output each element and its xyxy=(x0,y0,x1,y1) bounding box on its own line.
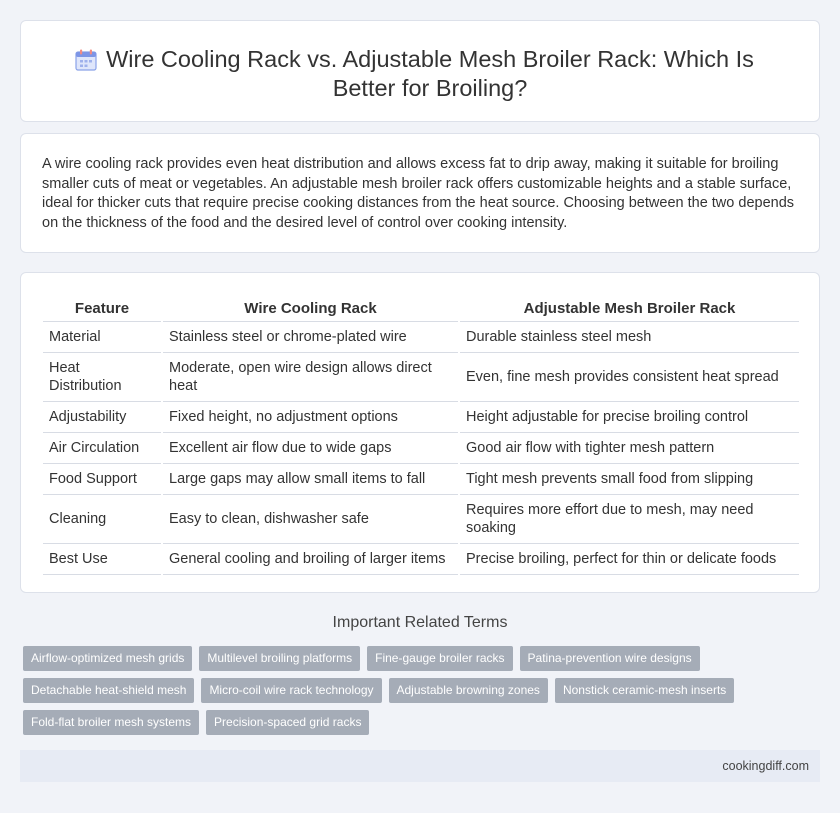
related-term-tag[interactable]: Airflow-optimized mesh grids xyxy=(23,646,192,671)
related-term-tag[interactable]: Adjustable browning zones xyxy=(389,678,548,703)
feature-cell: Cleaning xyxy=(43,494,162,543)
wire-rack-cell: Moderate, open wire design allows direct heat xyxy=(162,352,459,401)
column-header-mesh-broiler-rack: Adjustable Mesh Broiler Rack xyxy=(459,295,799,321)
mesh-rack-cell: Good air flow with tighter mesh pattern xyxy=(459,432,799,463)
table-row xyxy=(43,352,799,401)
mesh-rack-cell: Even, fine mesh provides consistent heat spread xyxy=(459,352,799,401)
wire-rack-cell: Large gaps may allow small items to fall xyxy=(162,463,459,494)
mesh-rack-cell: Requires more effort due to mesh, may need soaking xyxy=(459,494,799,543)
mesh-rack-cell: Tight mesh prevents small food from slipping xyxy=(459,463,799,494)
table-header-row xyxy=(43,295,799,321)
mesh-rack-cell: Height adjustable for precise broiling control xyxy=(459,401,799,432)
table-row xyxy=(43,543,799,574)
related-term-tag[interactable]: Precision-spaced grid racks xyxy=(206,710,369,735)
related-term-tag[interactable]: Nonstick ceramic-mesh inserts xyxy=(555,678,734,703)
feature-cell: Heat Distribution xyxy=(43,352,162,401)
mesh-rack-cell: Durable stainless steel mesh xyxy=(459,321,799,352)
related-term-tag[interactable]: Patina-prevention wire designs xyxy=(520,646,700,671)
column-header-feature: Feature xyxy=(43,295,162,321)
mesh-rack-cell: Precise broiling, perfect for thin or delicate foods xyxy=(459,543,799,574)
related-term-tag[interactable]: Fine-gauge broiler racks xyxy=(367,646,512,671)
wire-rack-cell: Stainless steel or chrome-plated wire xyxy=(162,321,459,352)
feature-cell: Material xyxy=(43,321,162,352)
comparison-table xyxy=(43,295,799,575)
related-terms-title: Important Related Terms xyxy=(332,614,508,631)
footer xyxy=(20,750,820,782)
table-row xyxy=(43,494,799,543)
column-header-wire-cooling-rack: Wire Cooling Rack xyxy=(162,295,459,321)
wire-rack-cell: Easy to clean, dishwasher safe xyxy=(162,494,459,543)
table-row xyxy=(43,401,799,432)
feature-cell: Adjustability xyxy=(43,401,162,432)
table-row xyxy=(43,321,799,352)
related-terms-list xyxy=(23,646,813,735)
related-term-tag[interactable]: Fold-flat broiler mesh systems xyxy=(23,710,199,735)
related-term-tag[interactable]: Detachable heat-shield mesh xyxy=(23,678,194,703)
feature-cell: Best Use xyxy=(43,543,162,574)
comparison-card xyxy=(20,272,820,593)
wire-rack-cell: Excellent air flow due to wide gaps xyxy=(162,432,459,463)
intro-card xyxy=(20,133,820,253)
title-card xyxy=(20,20,820,122)
table-row xyxy=(43,463,799,494)
footer-site-link[interactable]: cookingdiff.com xyxy=(722,759,809,773)
related-term-tag[interactable]: Micro-coil wire rack technology xyxy=(201,678,381,703)
wire-rack-cell: Fixed height, no adjustment options xyxy=(162,401,459,432)
page-title: Wire Cooling Rack vs. Adjustable Mesh Broiler Rack: Which Is Better for Broiling? xyxy=(106,46,754,101)
intro-paragraph: A wire cooling rack provides even heat distribution and allows excess fat to drip away, making it suitable for broiling smaller cuts of meat or vegetables. An adjustable mesh broiler rack offers customizable heights and a stable surface, ideal for thicker cuts that require precise cooking distances from the heat source. Choosing between the two depends on the thickness of the food and the desired level of control over cooking intensity. xyxy=(42,156,795,231)
feature-cell: Air Circulation xyxy=(43,432,162,463)
table-row xyxy=(43,432,799,463)
wire-rack-cell: General cooling and broiling of larger items xyxy=(162,543,459,574)
related-term-tag[interactable]: Multilevel broiling platforms xyxy=(199,646,360,671)
feature-cell: Food Support xyxy=(43,463,162,494)
